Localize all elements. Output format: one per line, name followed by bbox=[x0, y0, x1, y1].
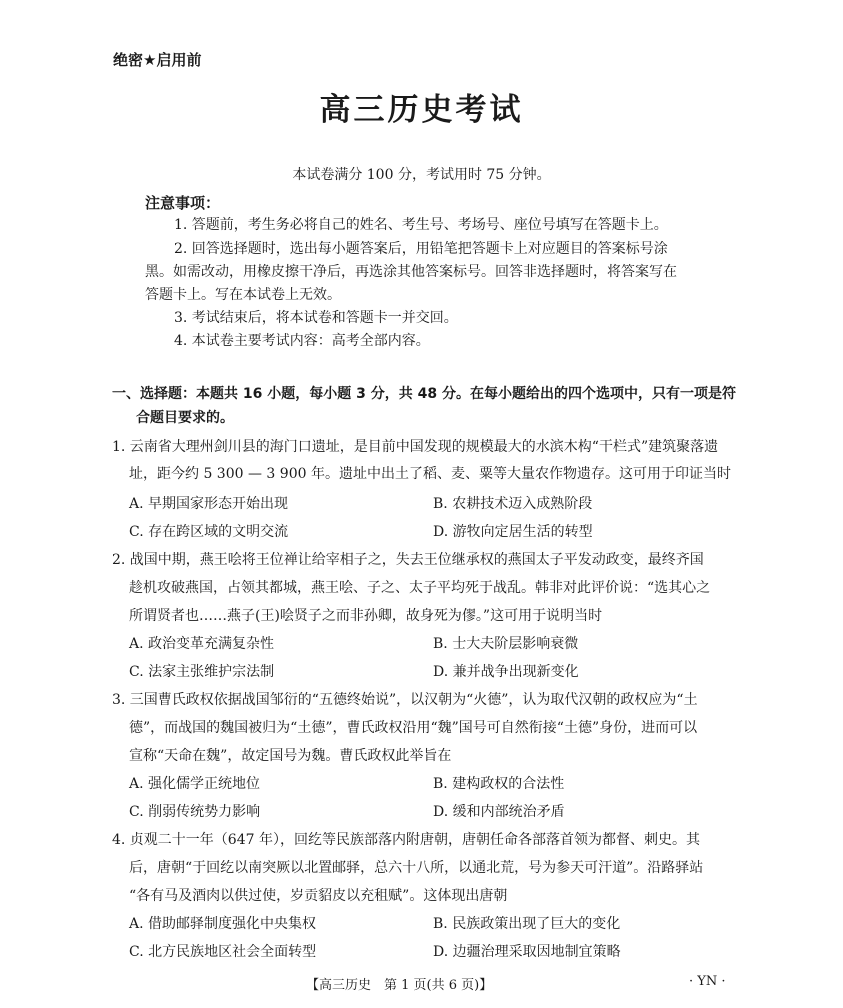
question-stem: 后，唐朝“于回纥以南突厥以北置邮驿，总六十八所，以通北荒，号为参天可汗道”。沿路驿站 bbox=[129, 860, 704, 876]
option-b: B. 士大夫阶层影响衰微 bbox=[433, 636, 579, 652]
question-stem: 1. 云南省大理州剑川县的海门口遗址，是目前中国发现的规模最大的水滨木构“干栏式”建筑聚落遗 bbox=[112, 439, 719, 455]
option-c: C. 北方民族地区社会全面转型 bbox=[129, 944, 317, 960]
notes-line: 4. 本试卷主要考试内容：高考全部内容。 bbox=[174, 333, 430, 349]
page-footer: 【高三历史 第 1 页(共 6 页)】 bbox=[306, 978, 493, 993]
section-heading: 一、选择题：本题共 16 小题，每小题 3 分，共 48 分。在每小题给出的四个选项中，只有一项是符 bbox=[112, 386, 736, 402]
question-stem: 所谓贤者也……燕子(王)哙贤子之而非孙卿，故身死为僇。”这可用于说明当时 bbox=[129, 608, 603, 624]
notes-line: 2. 回答选择题时，选出每小题答案后，用铅笔把答题卡上对应题目的答案标号涂 bbox=[174, 241, 668, 257]
question-stem: 趁机攻破燕国，占领其都城，燕王哙、子之、太子平均死于战乱。韩非对此评价说：“选其心之 bbox=[129, 580, 711, 596]
notes-line: 3. 考试结束后，将本试卷和答题卡一并交回。 bbox=[174, 310, 458, 326]
footer-code: · YN · bbox=[689, 974, 726, 989]
question-stem: 2. 战国中期，燕王哙将王位禅让给宰相子之，失去王位继承权的燕国太子平发动政变，最终齐国 bbox=[112, 552, 704, 568]
option-c: C. 存在跨区域的文明交流 bbox=[129, 524, 289, 540]
option-a: A. 强化儒学正统地位 bbox=[129, 776, 261, 792]
notes-line: 答题卡上。写在本试卷上无效。 bbox=[145, 287, 341, 303]
question-stem: “各有马及酒肉以供过使，岁贡貂皮以充租赋”。这体现出唐朝 bbox=[129, 888, 508, 904]
option-c: C. 法家主张维护宗法制 bbox=[129, 664, 275, 680]
question-stem: 址，距今约 5 300 — 3 900 年。遗址中出土了稻、麦、粟等大量农作物遗存。这可用于印证当时 bbox=[129, 466, 731, 482]
option-b: B. 农耕技术迈入成熟阶段 bbox=[433, 496, 593, 512]
question-stem: 德”，而战国的魏国被归为“土德”，曹氏政权沿用“魏”国号可自然衔接“土德”身份，进而可以 bbox=[129, 720, 698, 736]
question-stem: 宣称“天命在魏”，故定国号为魏。曹氏政权此举旨在 bbox=[129, 748, 452, 764]
section-heading-cont: 合题目要求的。 bbox=[136, 410, 234, 426]
option-d: D. 缓和内部统治矛盾 bbox=[433, 804, 565, 820]
option-d: D. 边疆治理采取因地制宜策略 bbox=[433, 944, 621, 960]
option-b: B. 建构政权的合法性 bbox=[433, 776, 565, 792]
option-d: D. 兼并战争出现新变化 bbox=[433, 664, 579, 680]
option-d: D. 游牧向定居生活的转型 bbox=[433, 524, 593, 540]
notes-heading: 注意事项： bbox=[145, 194, 221, 212]
option-a: A. 政治变革充满复杂性 bbox=[129, 636, 275, 652]
question-stem: 4. 贞观二十一年（647 年），回纥等民族部落内附唐朝，唐朝任命各部落首领为都督、刺史。其 bbox=[112, 832, 700, 848]
option-a: A. 早期国家形态开始出现 bbox=[129, 496, 289, 512]
question-stem: 3. 三国曹氏政权依据战国邹衍的“五德终始说”，以汉朝为“火德”，认为取代汉朝的政权应为“土 bbox=[112, 692, 698, 708]
exam-info: 本试卷满分 100 分，考试用时 75 分钟。 bbox=[292, 167, 551, 183]
notes-line: 黑。如需改动，用橡皮擦干净后，再选涂其他答案标号。回答非选择题时，将答案写在 bbox=[145, 264, 677, 280]
option-b: B. 民族政策出现了巨大的变化 bbox=[433, 916, 621, 932]
option-a: A. 借助邮驿制度强化中央集权 bbox=[129, 916, 317, 932]
page-title: 高三历史考试 bbox=[319, 92, 524, 128]
option-c: C. 削弱传统势力影响 bbox=[129, 804, 261, 820]
notes-line: 1. 答题前，考生务必将自己的姓名、考生号、考场号、座位号填写在答题卡上。 bbox=[174, 217, 668, 233]
confidential-mark: 绝密★启用前 bbox=[113, 51, 202, 69]
